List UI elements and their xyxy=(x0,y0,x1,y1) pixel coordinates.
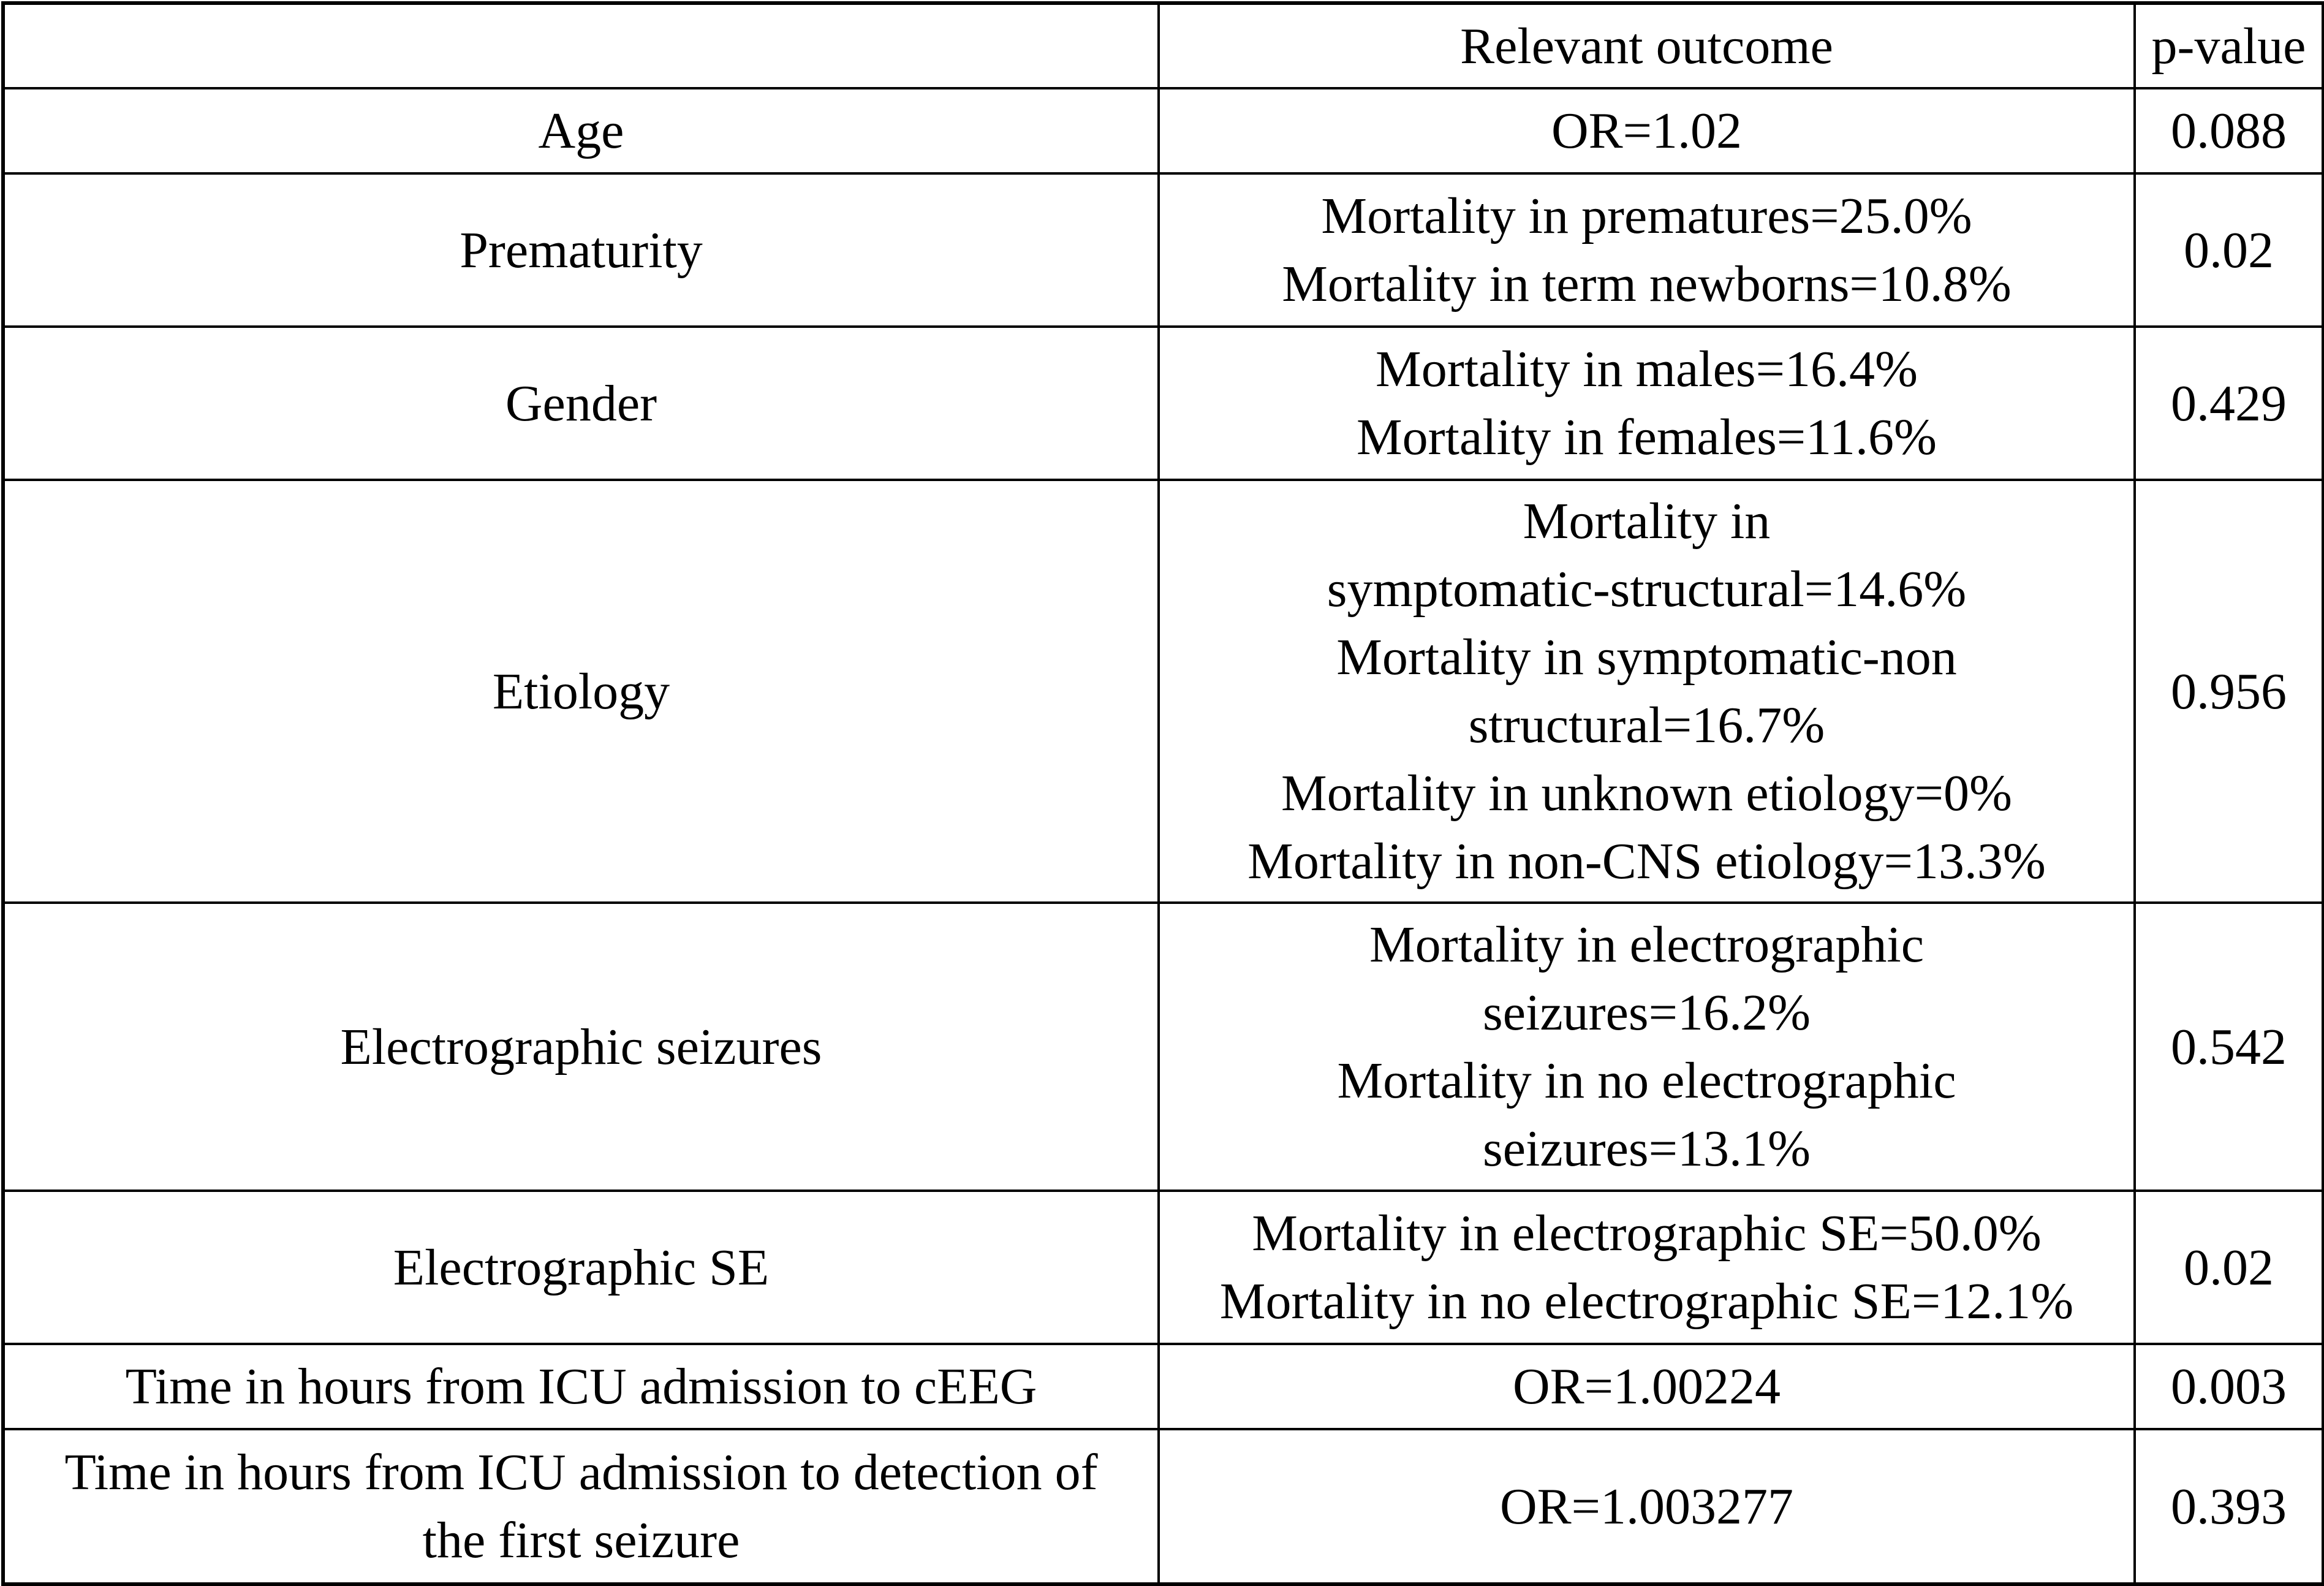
pvalue-cell: 0.393 xyxy=(2135,1429,2323,1584)
variable-line: Gender xyxy=(505,374,657,432)
outcome-cell xyxy=(1159,327,2135,480)
table-row xyxy=(3,480,2323,903)
pvalue-cell: 0.088 xyxy=(2135,88,2323,173)
table-row xyxy=(3,1429,2323,1584)
outcome-cell xyxy=(1159,1344,2135,1429)
variable-line: Time in hours from ICU admission to detection of xyxy=(64,1444,1098,1501)
variable-line: Electrographic seizures xyxy=(340,1018,822,1076)
variable-cell xyxy=(3,480,1159,903)
outcome-cell xyxy=(1159,173,2135,327)
table-row xyxy=(3,903,2323,1191)
variable-cell xyxy=(3,173,1159,327)
variable-cell xyxy=(3,1344,1159,1429)
outcome-cell xyxy=(1159,903,2135,1191)
table-row xyxy=(3,88,2323,173)
header-pvalue: p-value xyxy=(2135,3,2323,88)
outcome-line: Mortality in non-CNS etiology=13.3% xyxy=(1247,833,2046,890)
outcome-line: Mortality in xyxy=(1523,493,1771,550)
variable-cell xyxy=(3,88,1159,173)
variable-line: Prematurity xyxy=(460,221,703,279)
outcome-cell xyxy=(1159,1429,2135,1584)
table-row xyxy=(3,1344,2323,1429)
outcome-cell xyxy=(1159,480,2135,903)
outcome-line: seizures=13.1% xyxy=(1483,1120,1811,1177)
table-row xyxy=(3,173,2323,327)
header-row xyxy=(3,3,2323,88)
outcome-line: OR=1.003277 xyxy=(1499,1478,1794,1535)
pvalue-cell: 0.542 xyxy=(2135,903,2323,1191)
pvalue-cell: 0.02 xyxy=(2135,173,2323,327)
outcome-line: structural=16.7% xyxy=(1468,697,1825,754)
variable-line: Time in hours from ICU admission to cEEG xyxy=(125,1358,1037,1415)
pvalue-cell: 0.003 xyxy=(2135,1344,2323,1429)
variable-line: Electrographic SE xyxy=(393,1239,770,1296)
pvalue-cell: 0.429 xyxy=(2135,327,2323,480)
outcome-line: Mortality in no electrographic SE=12.1% xyxy=(1219,1273,2074,1330)
variable-cell xyxy=(3,1191,1159,1344)
outcome-line: Mortality in prematures=25.0% xyxy=(1321,188,1972,245)
outcome-cell xyxy=(1159,1191,2135,1344)
variable-line: Age xyxy=(538,102,624,159)
outcome-line: symptomatic-structural=14.6% xyxy=(1327,561,1967,618)
outcome-line: Mortality in term newborns=10.8% xyxy=(1282,256,2012,313)
table-row xyxy=(3,1191,2323,1344)
outcome-line: Mortality in unknown etiology=0% xyxy=(1281,765,2012,822)
outcome-line: Mortality in electrographic SE=50.0% xyxy=(1252,1205,2042,1262)
table-row xyxy=(3,327,2323,480)
variable-cell xyxy=(3,903,1159,1191)
pvalue-cell: 0.956 xyxy=(2135,480,2323,903)
outcome-cell xyxy=(1159,88,2135,173)
variable-cell xyxy=(3,1429,1159,1584)
outcome-line: Mortality in electrographic xyxy=(1369,916,1924,973)
results-table xyxy=(1,1,2324,1586)
outcome-line: Mortality in symptomatic-non xyxy=(1336,629,1957,686)
outcome-line: OR=1.02 xyxy=(1551,102,1743,159)
outcome-line: OR=1.00224 xyxy=(1512,1358,1781,1415)
header-outcome: Relevant outcome xyxy=(1159,3,2135,88)
outcome-line: Mortality in no electrographic xyxy=(1337,1052,1956,1109)
variable-line: Etiology xyxy=(492,662,670,720)
outcome-line: seizures=16.2% xyxy=(1483,984,1811,1041)
variable-line: the first seizure xyxy=(422,1512,740,1569)
header-variable xyxy=(3,3,1159,88)
pvalue-cell: 0.02 xyxy=(2135,1191,2323,1344)
variable-cell xyxy=(3,327,1159,480)
outcome-line: Mortality in females=11.6% xyxy=(1356,409,1937,466)
outcome-line: Mortality in males=16.4% xyxy=(1376,341,1918,398)
